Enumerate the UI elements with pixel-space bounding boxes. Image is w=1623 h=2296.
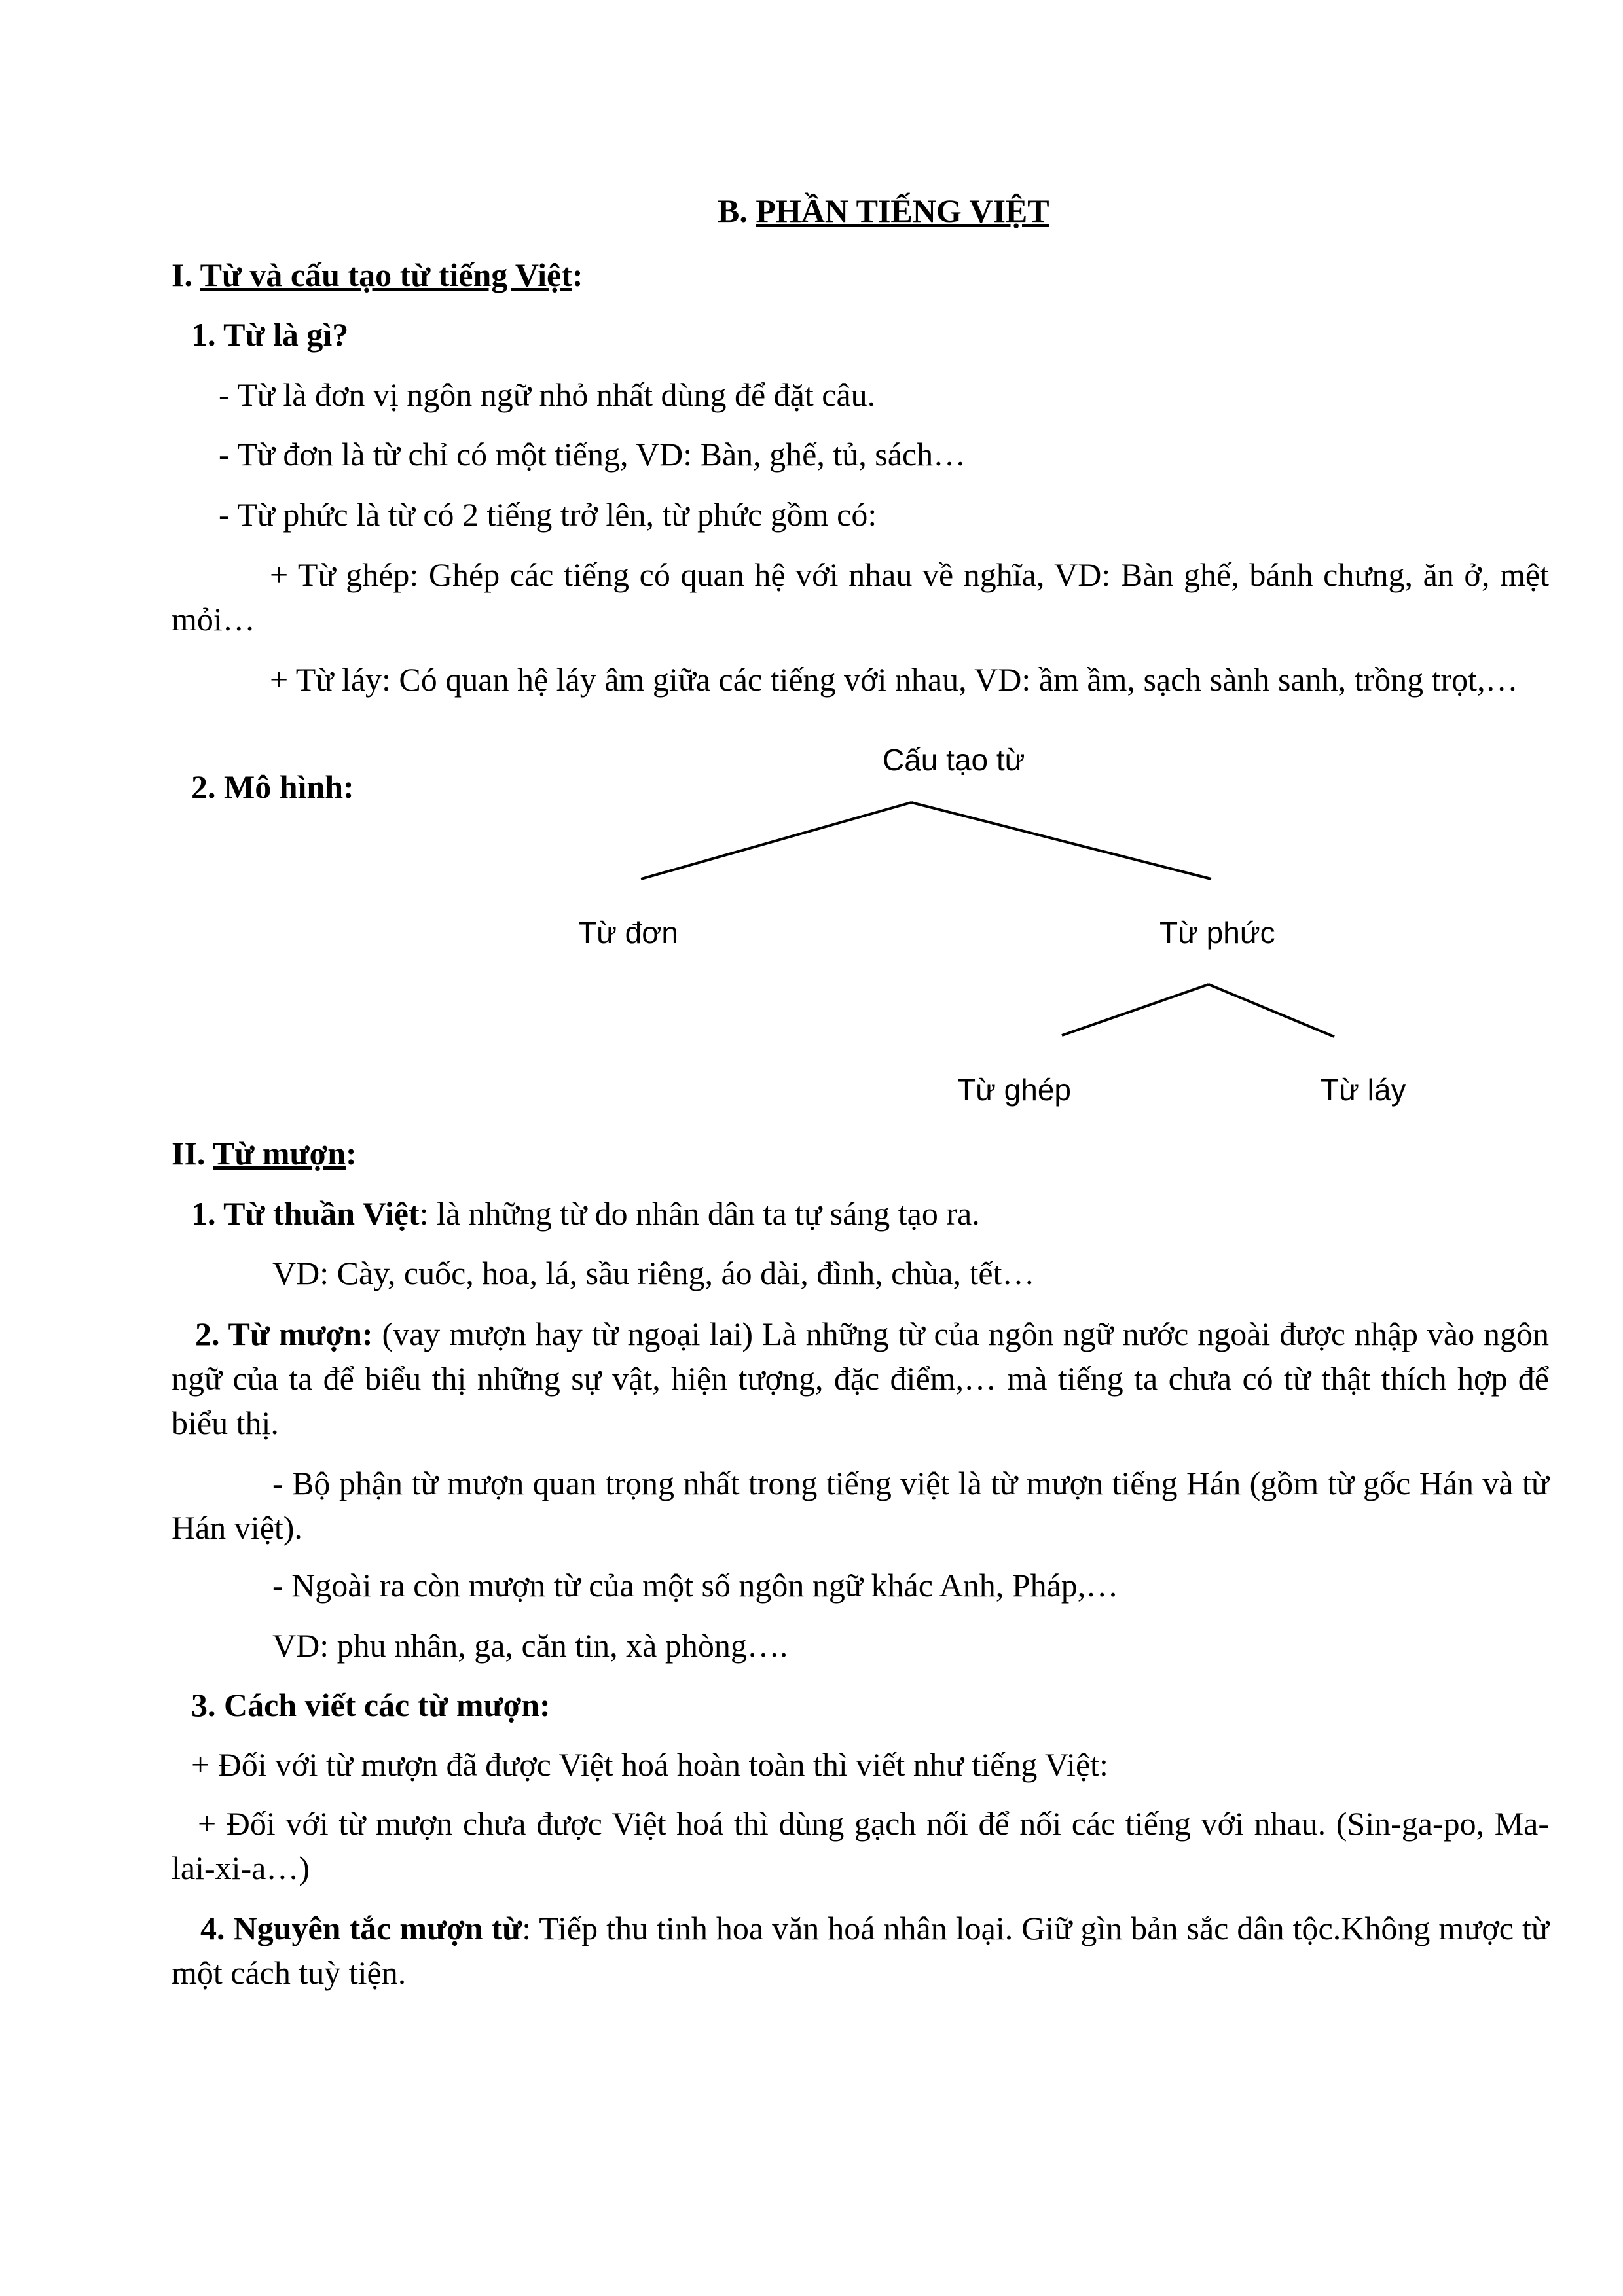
question-1-heading: 1. Từ là gì? bbox=[191, 316, 349, 353]
question-2-heading: 2. Mô hình: bbox=[191, 768, 354, 805]
writing-rule-1: + Đối với từ mượn đã được Việt hoá hoàn toàn thì viết như tiếng Việt: bbox=[191, 1746, 1108, 1783]
branch-root-left bbox=[641, 802, 911, 879]
borrowing-principle-label: 4. Nguyên tắc mượn từ bbox=[200, 1910, 522, 1946]
branch-root-right bbox=[911, 802, 1211, 879]
section-2-heading-text: Từ mượn bbox=[213, 1135, 346, 1172]
loan-word-example: VD: phu nhân, ga, căn tin, xà phòng…. bbox=[272, 1627, 788, 1664]
diagram-reduplicative-word-label: Từ láy bbox=[1321, 1073, 1406, 1107]
diagram-simple-word-label: Từ đơn bbox=[578, 916, 679, 950]
compound-word-paragraph: + Từ ghép: Ghép các tiếng có quan hệ với nhau về nghĩa, VD: Bàn ghế, bánh chưng, ăn ở, mệt mỏi… bbox=[172, 556, 1549, 637]
definition-line-1: - Từ là đơn vị ngôn ngữ nhỏ nhất dùng để đặt câu. bbox=[219, 376, 876, 413]
section-2-heading bbox=[172, 1134, 357, 1173]
branch-sub-right bbox=[1209, 984, 1334, 1037]
loan-word-bullet-2: - Ngoài ra còn mượn từ của một số ngôn ngữ khác Anh, Pháp,… bbox=[272, 1567, 1119, 1604]
title-main: PHẦN TIẾNG VIỆT bbox=[756, 192, 1049, 229]
section-1-number: I. bbox=[172, 257, 200, 293]
definition-line-3: - Từ phức là từ có 2 tiếng trở lên, từ phức gồm có: bbox=[219, 496, 877, 533]
writing-rule-2: + Đối với từ mượn chưa được Việt hoá thì dùng gạch nối để nối các tiếng với nhau. (Sin-ga-po, Ma-lai-xi-a…) bbox=[172, 1805, 1549, 1886]
page-title bbox=[718, 191, 1049, 230]
section-1-heading-text: Từ và cấu tạo từ tiếng Việt bbox=[200, 257, 572, 293]
loan-word-label: 2. Từ mượn: bbox=[195, 1316, 373, 1352]
title-prefix: B. bbox=[718, 192, 756, 229]
writing-rules-heading: 3. Cách viết các từ mượn: bbox=[191, 1687, 551, 1723]
branch-sub-left bbox=[1062, 984, 1209, 1035]
borrowing-principle-paragraph bbox=[172, 1906, 1549, 1995]
native-word-label: 1. Từ thuần Việt bbox=[191, 1195, 420, 1232]
native-word-text: : là những từ do nhân dân ta tự sáng tạo ra. bbox=[419, 1195, 980, 1232]
diagram-root-label: Cấu tạo từ bbox=[883, 743, 1025, 777]
loan-word-bullet-1: - Bộ phận từ mượn quan trọng nhất trong tiếng việt là từ mượn tiếng Hán (gồm từ gốc Hán và từ Hán việt). bbox=[172, 1465, 1549, 1546]
diagram-compound-word-label: Từ ghép bbox=[957, 1073, 1072, 1107]
section-2-colon: : bbox=[346, 1135, 357, 1172]
native-word-line bbox=[191, 1194, 980, 1233]
diagram-complex-word-label: Từ phức bbox=[1159, 916, 1275, 950]
section-2-number: II. bbox=[172, 1135, 213, 1172]
borrowing-principle-text: : Tiếp thu tinh hoa văn hoá nhân loại. Giữ gìn bản sắc dân tộc.Không mược từ một cách tuỳ tiện. bbox=[172, 1910, 1549, 1991]
section-1-colon: : bbox=[572, 257, 583, 293]
loan-word-text: (vay mượn hay từ ngoại lai) Là những từ của ngôn ngữ nước ngoài được nhập vào ngôn ngữ của ta để biểu thị những sự vật, hiện tượng, đặc điểm,… mà tiếng ta chưa có từ thật thích hợp để biểu thị. bbox=[172, 1316, 1550, 1441]
section-1-heading bbox=[172, 255, 583, 295]
reduplicative-word-paragraph: + Từ láy: Có quan hệ láy âm giữa các tiếng với nhau, VD: ầm ầm, sạch sành sanh, trồng trọt,… bbox=[270, 661, 1518, 698]
loan-word-paragraph bbox=[172, 1312, 1549, 1445]
native-word-example: VD: Cày, cuốc, hoa, lá, sầu riêng, áo dài, đình, chùa, tết… bbox=[272, 1255, 1035, 1291]
definition-line-2: - Từ đơn là từ chỉ có một tiếng, VD: Bàn, ghế, tủ, sách… bbox=[219, 436, 966, 473]
